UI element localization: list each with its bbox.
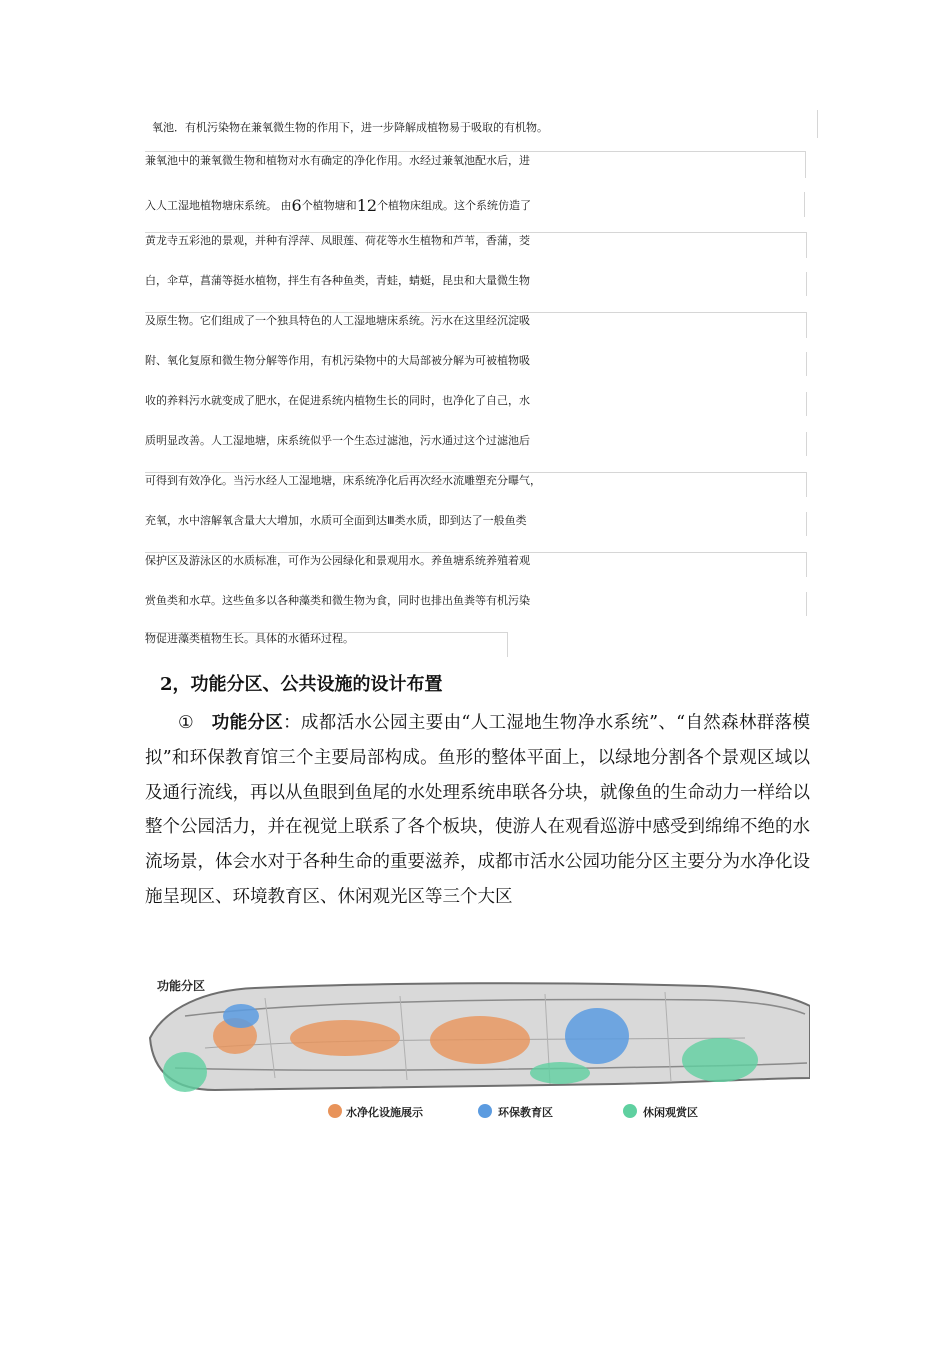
- body-line: 白，伞草，菖蒲等挺水植物，拌生有各种鱼类，青蛙，蜻蜓，昆虫和大量微生物: [145, 274, 530, 287]
- legend-swatch-blue: [478, 1104, 492, 1118]
- body-line-with-numbers: [145, 196, 532, 215]
- number: 12: [356, 196, 378, 215]
- body-line: 赏鱼类和水草。这些鱼多以各种藻类和微生物为食，同时也排出鱼粪等有机污染: [145, 594, 530, 607]
- body-line: 物促进藻类植物生长。具体的水循环过程。: [145, 632, 354, 645]
- figure-title: 功能分区: [157, 979, 206, 993]
- body-text: 入人工湿地植物塘床系统。 由: [145, 199, 292, 212]
- leisure-zone: [682, 1038, 758, 1082]
- education-zone: [223, 1004, 259, 1028]
- body-line: 质明显改善。人工湿地塘，床系统似乎一个生态过滤池，污水通过这个过滤池后: [145, 434, 530, 447]
- leisure-zone: [163, 1052, 207, 1092]
- legend-label: 休闲观赏区: [643, 1106, 698, 1119]
- body-line: 充氧，水中溶解氧含量大大增加，水质可全面到达Ⅲ类水质，即到达了一般鱼类: [145, 514, 527, 527]
- zoning-plan-image: [145, 968, 810, 1128]
- body-line: 及原生物。它们组成了一个独具特色的人工湿地塘床系统。污水在这里经沉淀吸: [145, 314, 530, 327]
- leisure-zone: [530, 1062, 590, 1084]
- legend-label: 环保教育区: [498, 1106, 553, 1119]
- body-line: 收的养料污水就变成了肥水，在促进系统内植物生长的同时，也净化了自己，水: [145, 394, 530, 407]
- body-line: 兼氧池中的兼氧微生物和植物对水有确定的净化作用。水经过兼氧池配水后，进: [145, 154, 530, 167]
- list-marker: ①: [178, 713, 195, 733]
- paragraph: [145, 706, 810, 915]
- legend-swatch-green: [623, 1104, 637, 1118]
- body-text: 个植物床组成。这个系统仿造了: [377, 199, 532, 212]
- bold-label: 功能分区: [211, 713, 284, 733]
- body-line: 保护区及游泳区的水质标准，可作为公园绿化和景观用水。养鱼塘系统养殖着观: [145, 554, 530, 567]
- zoning-figure: [145, 968, 810, 1128]
- body-line: 氧池．有机污染物在兼氧微生物的作用下，进一步降解成植物易于吸取的有机物。: [152, 121, 548, 134]
- body-line: 黄龙寺五彩池的景观，并种有浮萍、凤眼莲、荷花等水生植物和芦苇，香蒲，茭: [145, 234, 530, 247]
- water-purification-zone: [430, 1016, 530, 1064]
- legend-swatch-orange: [328, 1104, 342, 1118]
- education-zone: [565, 1008, 629, 1064]
- water-purification-zone: [290, 1020, 400, 1056]
- body-text: 个植物塘和: [301, 199, 357, 212]
- paragraph-text: ：成都活水公园主要由“人工湿地生物净水系统”、“自然森林群落模拟”和环保教育馆三个主要局部构成。鱼形的整体平面上，以绿地分割各个景观区域以及通行流线，再以从鱼眼到鱼尾的水处理系统串联各分块，就像鱼的生命动力一样给以整个公园活力，并在视觉上联系了各个板块，使游人在观看巡游中感受到绵绵不绝的水流场景，体会水对于各种生命的重要滋养，成都市活水公园功能分区主要分为水净化设施呈现区、环境教育区、休闲观光区等三个大区: [145, 713, 810, 907]
- number: 6: [291, 196, 302, 215]
- legend-label: 水净化设施展示: [346, 1106, 423, 1119]
- section-heading: 2，功能分区、公共设施的设计布置: [160, 674, 443, 695]
- body-line: 可得到有效净化。当污水经人工湿地塘，床系统净化后再次经水流雕塑充分曝气，: [145, 474, 541, 487]
- body-line: 附、氧化复原和微生物分解等作用，有机污染物中的大局部被分解为可被植物吸: [145, 354, 530, 367]
